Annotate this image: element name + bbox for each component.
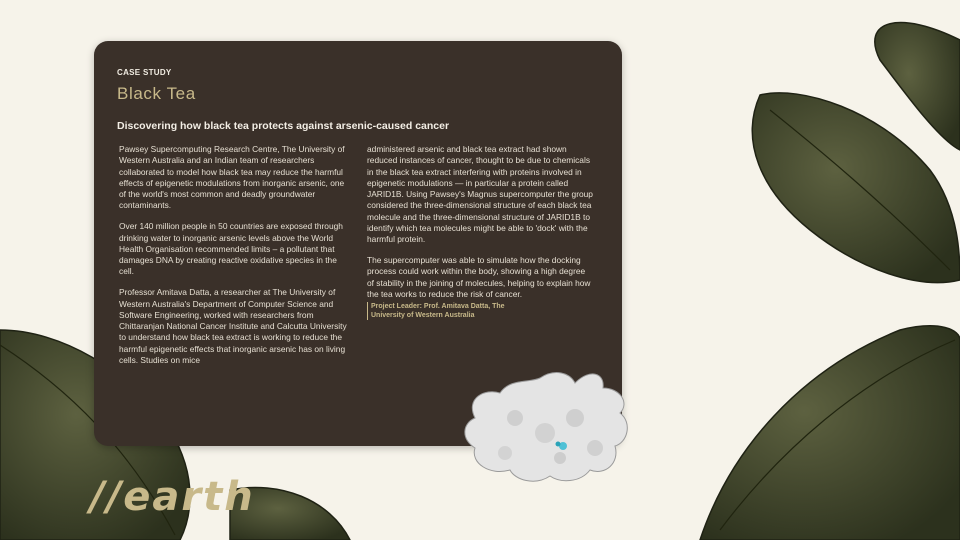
paragraph: Pawsey Supercomputing Research Centre, The University of Western Australia and an Indian team of researchers collaborated to model how black tea may reduce the harmful effects of epigenetic modulations from inorganic arsenic, one of the world's most common and deadly groundwater contaminants.	[119, 144, 345, 211]
eyebrow-label: CASE STUDY	[117, 68, 172, 77]
paragraph: The supercomputer was able to simulate how the docking process could work within the body, showing a high degree of stability in the joining of molecules, helping to explain how the tea works to reduce the risk of cancer.	[367, 255, 591, 300]
text-column-right	[367, 144, 593, 320]
earth-logo: //earth	[90, 474, 255, 520]
project-leader-credit: Project Leader: Prof. Amitava Datta, The University of Western Australia	[367, 302, 511, 320]
paragraph: Professor Amitava Datta, a researcher at The University of Western Australia's Department of Computer Science and Software Engineering, worked with researchers from Chittaranjan National Cancer Institute and Calcutta University to understand how black tea extract is working to reduce the harmful epigenetic effects that inorganic arsenic has on living cells. Studies on mice	[119, 287, 347, 366]
protein-molecule-illustration	[455, 358, 640, 488]
text-column-left	[119, 144, 353, 376]
card-title: Black Tea	[117, 84, 196, 103]
card-subtitle: Discovering how black tea protects against arsenic-caused cancer	[117, 120, 450, 132]
paragraph: Over 140 million people in 50 countries are exposed through drinking water to inorganic arsenic levels above the World Health Organisation recommended limits – a pollutant that damages DNA by creating reactive oxidative species in the cell.	[119, 221, 343, 277]
paragraph: administered arsenic and black tea extract had shown reduced instances of cancer, thought to be due to chemicals in the black tea extract interfering with proteins involved in epigenetic modulations — in particular a protein called JARID1B. Using Pawsey's Magnus supercomputer the group considered the three-dimensional structure of each black tea molecule and the three-dimensional structure of JARID1B to identify which tea molecules might be able to 'dock' with the harmful protein.	[367, 144, 593, 245]
